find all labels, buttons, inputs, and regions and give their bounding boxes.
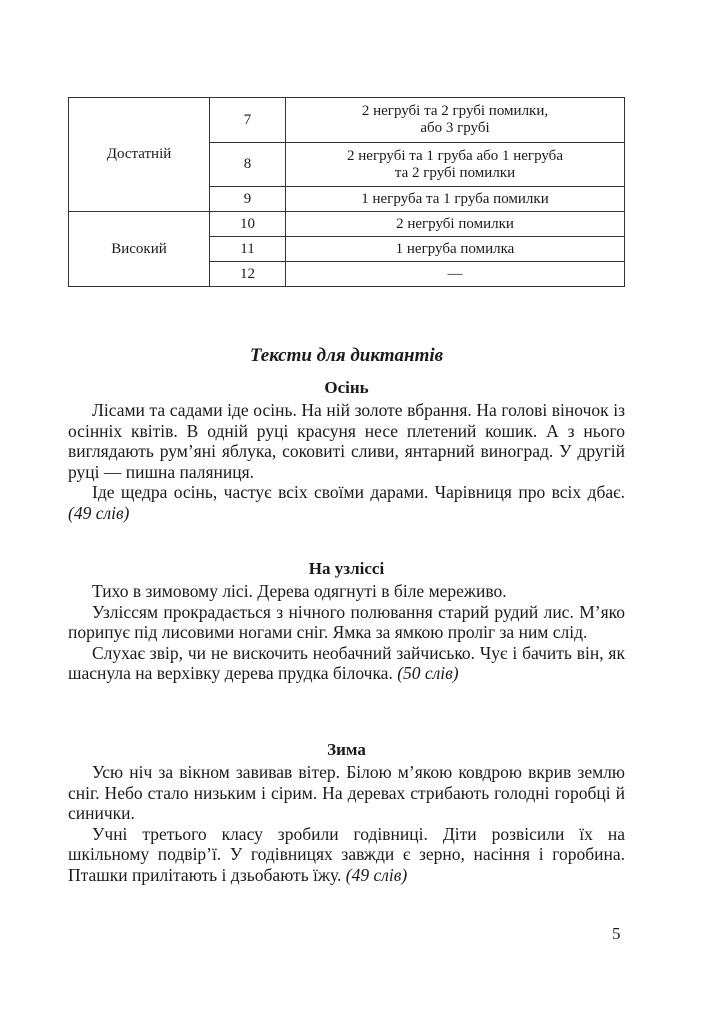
- text-title: Зима: [327, 740, 366, 759]
- level-cell: Високий: [69, 212, 210, 287]
- table-row: [69, 98, 625, 143]
- description-cell: 2 негрубі помилки: [286, 212, 625, 237]
- word-count: (49 слів): [68, 502, 130, 523]
- dictation-text-forest-edge: [68, 558, 625, 684]
- paragraph-text: Слухає звір, чи не вискочить необачний зайчисько. Чує і бачить він, як шаснула на верхівку дерева прудка білочка.: [68, 642, 625, 683]
- level-cell: Достатній: [69, 98, 210, 212]
- description-cell: 1 негруба та 1 груба помилки: [286, 187, 625, 212]
- section-title: Тексти для диктантів: [249, 345, 444, 366]
- grade-cell: 8: [210, 143, 286, 187]
- description-line: 2 негрубі та 2 грубі помилки,: [361, 103, 549, 119]
- text-paragraph: Тихо в зимовому лісі. Дерева одягнуті в біле мереживо.: [92, 581, 507, 601]
- paragraph-text: Учні третього класу зробили годівниці. Діти розвісили їх на шкільному подвір’ї. У годівницях завжди є зерно, насіння і горобина. Пташки прилітають і дзьобають їжу.: [68, 823, 625, 885]
- text-paragraph: [68, 643, 625, 684]
- description-line: та 2 грубі помилки: [394, 164, 516, 181]
- grade-cell: 12: [210, 262, 286, 287]
- text-title: Осінь: [324, 378, 369, 397]
- grade-cell: 10: [210, 212, 286, 237]
- description-cell: [286, 98, 625, 143]
- text-paragraph: [68, 482, 625, 523]
- text-title: На узліссі: [308, 559, 385, 578]
- grade-cell: 7: [210, 98, 286, 143]
- text-paragraph: Лісами та садами іде осінь. На ній золоте вбрання. На голові віночок із осінніх квітів. В одній руці красуня несе плетений кошик. А з нього виглядають рум’яні яблука, соковиті сливи, янтарний виноград. У другій руці — пишна паляниця.: [68, 400, 625, 482]
- grade-cell: 11: [210, 237, 286, 262]
- dictation-text-autumn: [68, 377, 625, 523]
- description-cell: 1 негруба помилка: [286, 237, 625, 262]
- table-row: [69, 212, 625, 237]
- paragraph-text: Іде щедра осінь, частує всіх своїми дарами. Чарівниця про всіх дбає.: [92, 482, 625, 502]
- description-cell: —: [286, 262, 625, 287]
- text-paragraph: Узліссям прокрадається з нічного полювання старий рудий лис. М’яко порипує під лисовими ногами сніг. Ямка за ямкою проліг за ним слід.: [68, 601, 625, 642]
- description-line: або 3 грубі: [420, 120, 490, 136]
- description-cell: [286, 143, 625, 187]
- word-count: (50 слів): [397, 663, 459, 683]
- word-count: (49 слів): [345, 864, 408, 885]
- text-paragraph: Усю ніч за вікном завивав вітер. Білою м’якою ковдрою вкрив землю сніг. Небо стало низьким і сірим. На деревах стрибають голодні горобці й синички.: [68, 762, 625, 823]
- page-number: 5: [612, 924, 621, 943]
- grade-cell: 9: [210, 187, 286, 212]
- description-line: 2 негрубі та 1 груба або 1 негруба: [347, 147, 563, 164]
- grading-table: [68, 97, 625, 287]
- dictation-text-winter: [68, 739, 625, 885]
- text-paragraph: [68, 824, 625, 886]
